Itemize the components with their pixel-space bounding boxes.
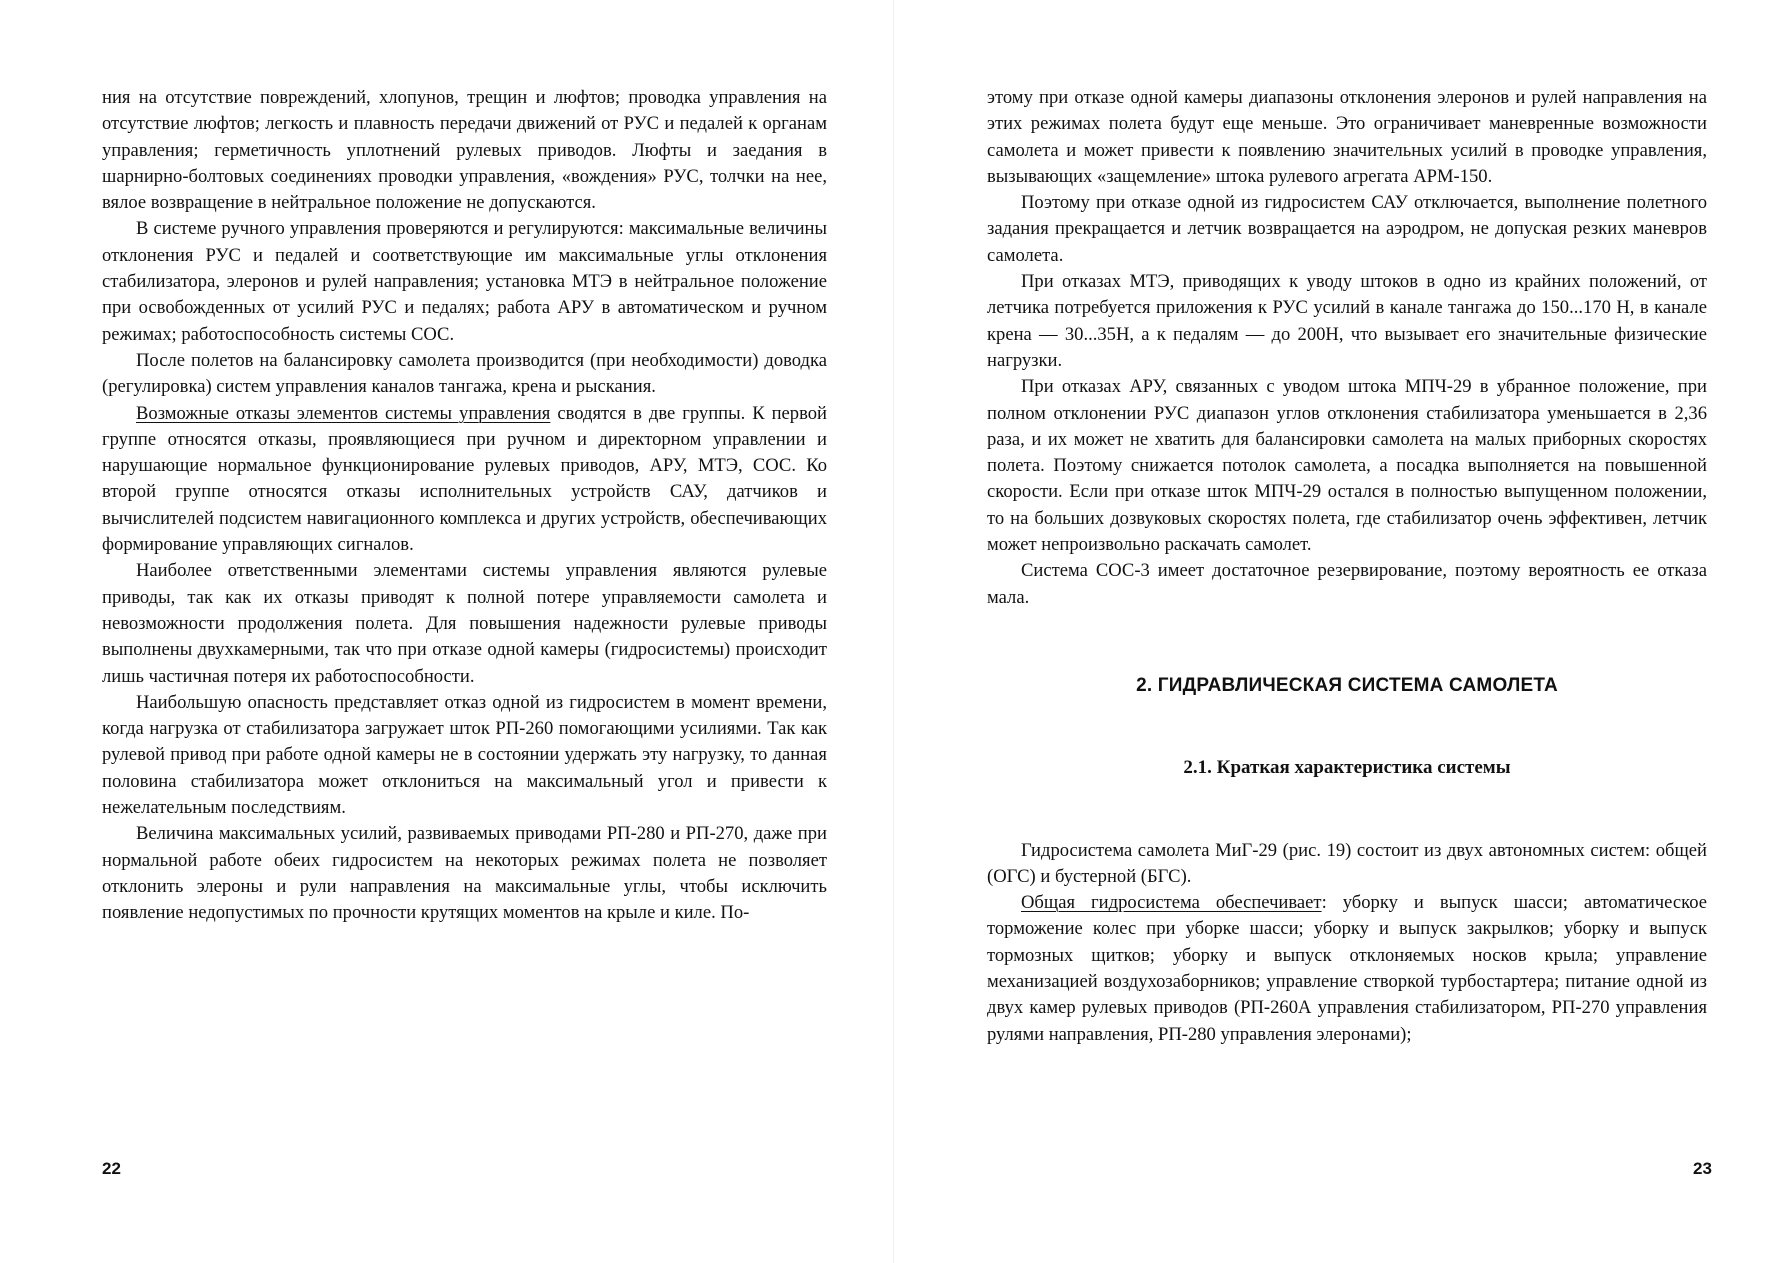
paragraph: Наиболее ответственными элементами системы управления являются рулевые приводы, так как их отказы приводят к полной потере управляемости самолета и невозможности продолжения полета. Для повышения надежности рулевые приводы выполнены двухкамерными, так что при отказе одной камеры (гидросистемы) происходит лишь частичная потеря их работоспособности. [102, 560, 827, 687]
paragraph: Поэтому при отказе одной из гидросистем САУ отключается, выполнение полетного задания прекращается и летчик возвращается на аэродром, не допуская резких маневров самолета. [987, 192, 1707, 266]
paragraph [987, 890, 1707, 1048]
paragraph: При отказах АРУ, связанных с уводом штока МПЧ-29 в убранное положение, при полном отклонении РУС диапазон углов отклонения стабилизатора уменьшается в 2,36 раза, и их может не хватить для балансировки самолета на малых приборных скоростях полета. Поэтому снижается потолок самолета, а посадка выполняется на повышенной скорости. Если при отказе шток МПЧ-29 остался в полностью выпущенном положении, то на больших дозвуковых скоростях полета, где стабилизатор очень эффективен, летчик может непроизвольно раскачать самолет. [987, 376, 1707, 556]
paragraph: Величина максимальных усилий, развиваемых приводами РП-280 и РП-270, даже при нормальной работе обеих гидросистем на некоторых режимах полета не позволяет отклонить элероны и рули направления на максимальные углы, чтобы исключить появление недопустимых по прочности крутящих моментов на крыле и киле. По- [102, 823, 827, 924]
paragraph: этому при отказе одной камеры диапазоны отклонения элеронов и рулей направления на этих режимах полета будут еще меньше. Это ограничивает маневренные возможности самолета и может привести к появлению значительных усилий в проводке управления, вызывающих «защемление» штока рулевого агрегата АРМ-150. [987, 87, 1707, 187]
left-text-column [102, 85, 827, 927]
paragraph: Наибольшую опасность представляет отказ одной из гидросистем в момент времени, когда нагрузка от стабилизатора загружает шток РП-260 помогающими усилиями. Так как рулевой привод при работе одной камеры не в состоянии удержать эту нагрузку, то данная половина стабилизатора может отклониться на максимальный угол и привести к нежелательным последствиям. [102, 691, 827, 819]
underlined-term: Возможные отказы элементов системы управления [136, 402, 551, 424]
paragraph: ния на отсутствие повреждений, хлопунов, трещин и люфтов; проводка управления на отсутствие люфтов; легкость и плавность передачи движений от РУС и педалей к органам управления; герметичность уплотнений рулевых приводов. Люфты и заедания в шарнирно-болтовых соединениях проводки управления, «вождения» РУС, толчки на нее, вялое возвращение в нейтральное положение не допускаются. [102, 87, 827, 214]
paragraph: Система СОС-3 имеет достаточное резервирование, поэтому вероятность ее отказа мала. [987, 560, 1707, 608]
paragraph: При отказах МТЭ, приводящих к уводу штоков в одно из крайних положений, от летчика потребуется приложения к РУС усилий в канале тангажа до 150...170 Н, в канале крена — 30...35Н, а к педалям — до 200Н, что вызывает его значительные физические нагрузки. [987, 271, 1707, 371]
paragraph-text: : уборку и выпуск шасси; автоматическое торможение колес при уборке шасси; уборку и выпуск закрылков; уборку и выпуск тормозных щитков; уборку и выпуск отклоняемых носков крыла; управление механизацией воздухозаборников; управление створкой турбостартера; питание одной из двух камер рулевых приводов (РП-260А управления стабилизатором, РП-270 управления рулями направления, РП-280 управления элеронами); [987, 892, 1707, 1045]
subsection-heading: 2.1. Краткая характеристика системы [1183, 757, 1511, 779]
page-number: 22 [102, 1159, 121, 1178]
right-text-column [987, 85, 1707, 1048]
paragraph: Гидросистема самолета МиГ-29 (рис. 19) состоит из двух автономных систем: общей (ОГС) и бустерной (БГС). [987, 839, 1707, 887]
paragraph: После полетов на балансировку самолета производится (при необходимости) доводка (регулировка) систем управления каналов тангажа, крена и рыскания. [102, 349, 827, 398]
page-number: 23 [1693, 1159, 1712, 1178]
underlined-term: Общая гидросистема обеспечивает [1021, 892, 1322, 914]
right-page [893, 0, 1787, 1263]
paragraph: В системе ручного управления проверяются и регулируются: максимальные величины отклонения РУС и педалей и соответствующие им максимальные углы отклонения стабилизатора, элеронов и рулей направления; установка МТЭ в нейтральное положение при освобожденных от усилий РУС и педалях; работа АРУ в автоматическом и ручном режимах; работоспособность системы СОС. [102, 218, 827, 345]
paragraph-text: сводятся в две группы. К первой группе относятся отказы, проявляющиеся при ручном и директорном управлении и нарушающие нормальное функционирование рулевых приводов, АРУ, МТЭ, СОС. Ко второй группе относятся отказы исполнительных устройств САУ, датчиков и вычислителей подсистем навигационного комплекса и других устройств, обеспечивающих формирование управляющих сигналов. [102, 402, 827, 556]
paragraph [102, 401, 827, 559]
left-page [0, 0, 893, 1263]
section-heading: 2. ГИДРАВЛИЧЕСКАЯ СИСТЕМА САМОЛЕТА [1136, 674, 1558, 696]
